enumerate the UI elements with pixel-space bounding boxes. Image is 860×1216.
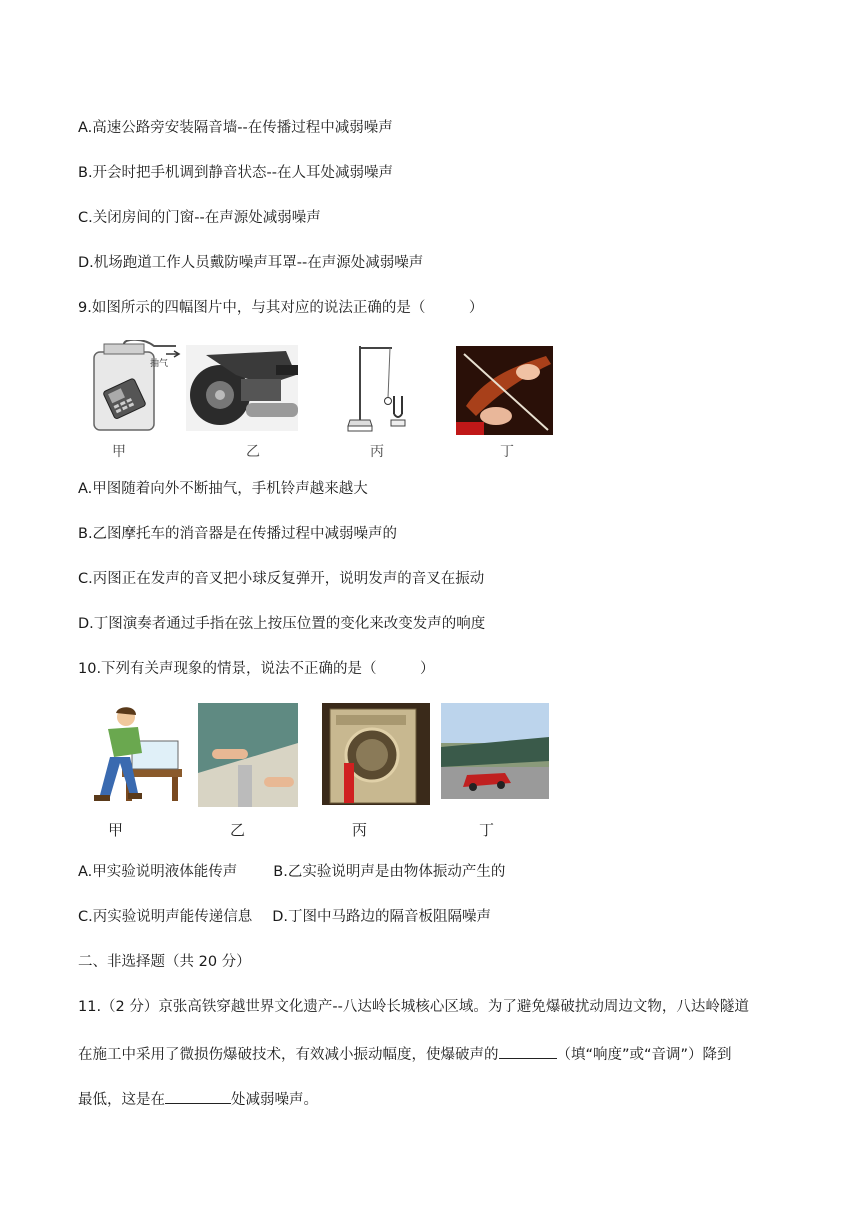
q11-line-3 <box>78 1088 318 1110</box>
q9-option-d: D.丁图演奏者通过手指在弦上按压位置的变化来改变发声的响度 <box>78 616 486 632</box>
q10-label-ding: 丁 <box>479 821 495 839</box>
q10-options-row-2 <box>78 907 491 927</box>
q9-option-a: A.甲图随着向外不断抽气，手机铃声越来越大 <box>78 481 368 497</box>
q10-figure-sound-barrier <box>441 703 549 799</box>
q11-line-2 <box>78 1043 732 1065</box>
q9-label-bing: 丙 <box>370 444 384 460</box>
q9-pump-label: 抽气 <box>150 359 169 369</box>
q11-line-1: 11.（2 分）京张高铁穿越世界文化遗产--八达岭长城核心区域。为了避免爆破扰动周边文物，八达岭隧道 <box>78 999 749 1015</box>
q8-option-c: C.关闭房间的门窗--在声源处减弱噪声 <box>78 210 321 226</box>
q9-figure-violin <box>456 346 553 435</box>
q10-label-jia: 甲 <box>108 821 124 839</box>
section-2-title: 二、非选择题（共 20 分） <box>78 954 251 970</box>
q10-option-d: D.丁图中马路边的隔音板阻隔噪声 <box>272 909 492 925</box>
q11-line-2-post: （填“响度”或“音调”）降到 <box>556 1047 732 1063</box>
q8-option-d: D.机场跑道工作人员戴防噪声耳罩--在声源处减弱噪声 <box>78 255 424 271</box>
q9-label-yi: 乙 <box>246 444 260 460</box>
q9-option-c: C.丙图正在发声的音叉把小球反复弹开，说明发声的音叉在振动 <box>78 571 485 587</box>
q10-option-b: B.乙实验说明声是由物体振动产生的 <box>273 864 506 880</box>
q8-option-a: A.高速公路旁安装隔音墙--在传播过程中减弱噪声 <box>78 120 393 136</box>
q9-figure-tuning-fork <box>346 340 416 434</box>
q10-option-a: A.甲实验说明液体能传声 <box>78 864 238 880</box>
q11-blank-2[interactable] <box>165 1088 231 1104</box>
q11-line-3-post: 处减弱噪声。 <box>231 1092 318 1108</box>
q10-figure-tank-listening <box>78 703 186 805</box>
q10-label-yi: 乙 <box>230 821 246 839</box>
q9-label-ding: 丁 <box>500 444 514 460</box>
q9-option-b: B.乙图摩托车的消音器是在传播过程中减弱噪声的 <box>78 526 398 542</box>
q11-blank-1[interactable] <box>499 1043 557 1059</box>
q9-stem: 9.如图所示的四幅图片中，与其对应的说法正确的是（ ） <box>78 300 484 316</box>
q10-options-row-1 <box>78 862 505 882</box>
q9-label-jia: 甲 <box>112 444 126 460</box>
q9-figure-bell-jar <box>84 340 184 432</box>
q10-option-c: C.丙实验说明声能传递信息 <box>78 909 253 925</box>
q8-option-b: B.开会时把手机调到静音状态--在人耳处减弱噪声 <box>78 165 394 181</box>
q11-line-3-pre: 最低，这是在 <box>78 1092 165 1108</box>
q11-line-2-pre: 在施工中采用了微损伤爆破技术，有效减小振动幅度，使爆破声的 <box>78 1047 499 1063</box>
q10-figure-table-tap <box>198 703 298 807</box>
q10-stem: 10.下列有关声现象的情景，说法不正确的是（ ） <box>78 661 435 677</box>
q9-figure-motorcycle <box>186 345 298 431</box>
q10-figure-washing-machine <box>322 703 430 805</box>
q10-label-bing: 丙 <box>352 821 368 839</box>
